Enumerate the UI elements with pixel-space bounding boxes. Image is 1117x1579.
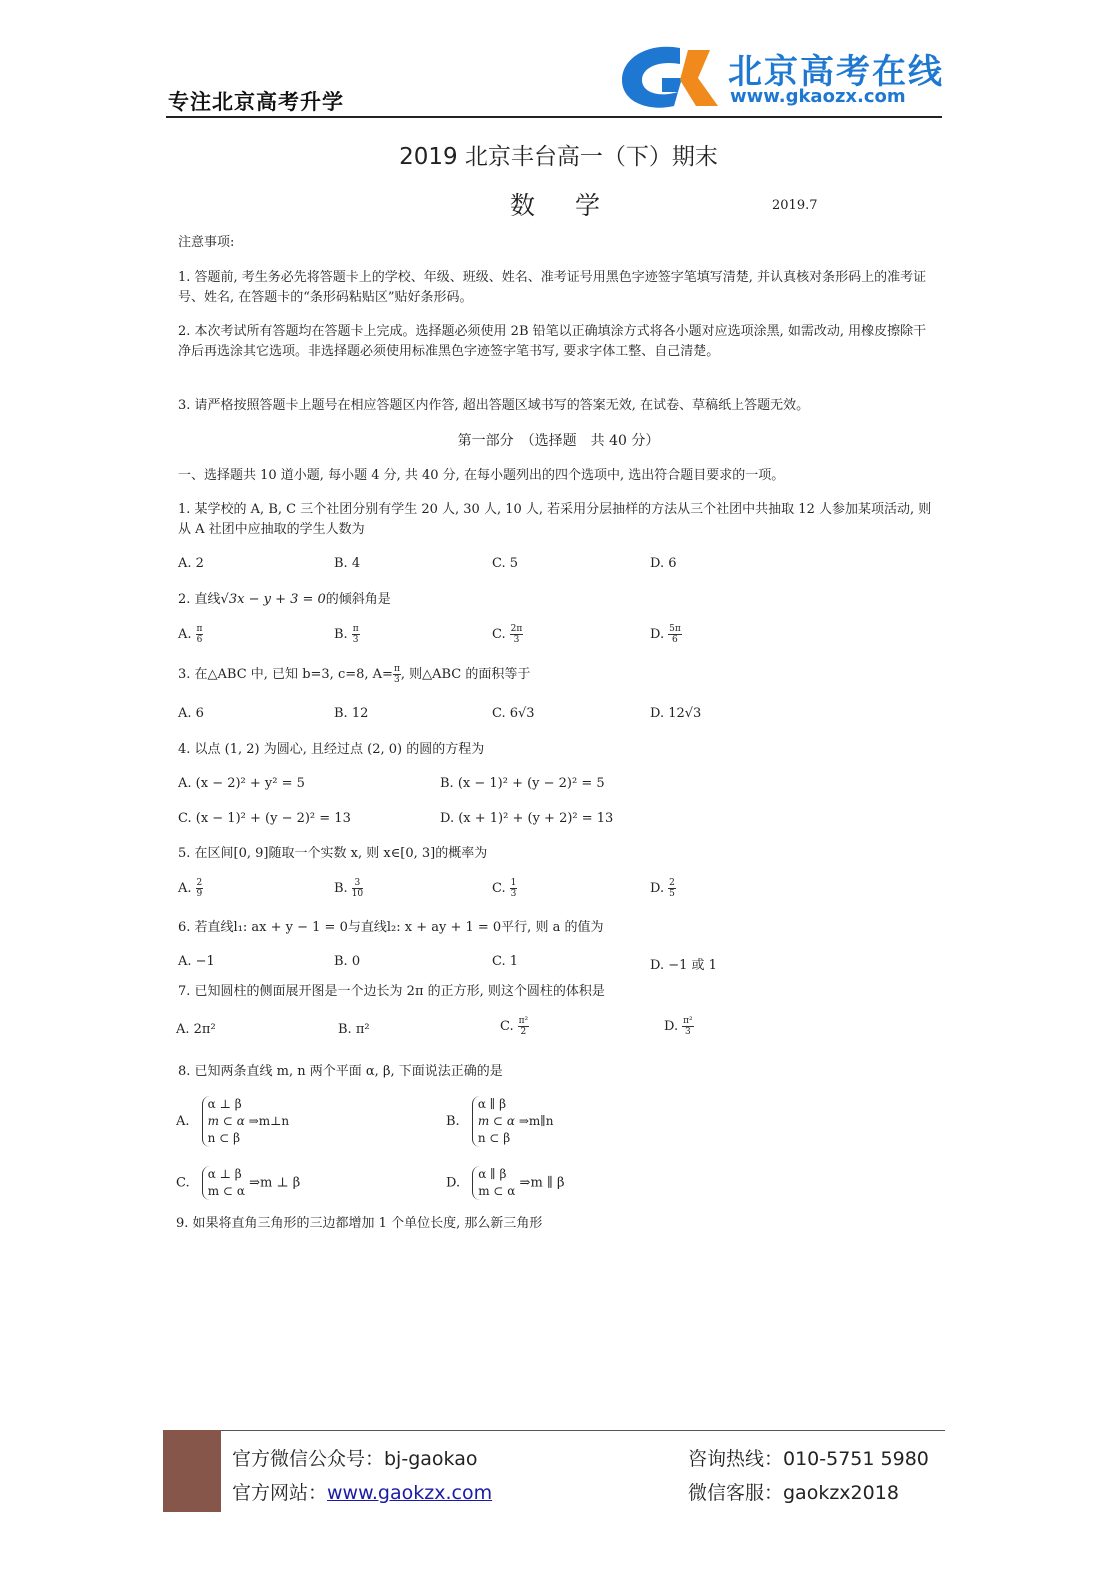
q2-option-a <box>178 624 203 645</box>
q3-angle-num: π <box>393 664 400 674</box>
q6-option-b: B. 0 <box>334 954 361 969</box>
q6-option-d: D. −1 或 1 <box>650 958 717 973</box>
logo-gk-icon <box>618 40 728 114</box>
question-5-stem: 5. 在区间[0, 9]随取一个实数 x, 则 x∈[0, 3]的概率为 <box>178 846 488 861</box>
q3-option-d: D. 12√3 <box>650 706 702 721</box>
q8-c-system <box>202 1166 245 1200</box>
q7-d-label: D. <box>664 1019 679 1034</box>
q2-a-fraction <box>196 624 204 645</box>
q7-c-fraction <box>518 1016 530 1037</box>
q4-option-b: B. (x − 1)² + (y − 2)² = 5 <box>440 776 605 791</box>
q2-d-num: 5π <box>669 624 681 634</box>
header-slogan: 专注北京高考升学 <box>168 90 344 114</box>
q1-option-d: D. 6 <box>650 556 677 571</box>
q8-b-line1: α ∥ β <box>477 1097 507 1111</box>
q8-b-system <box>472 1096 554 1147</box>
note-item-3: 3. 请严格按照答题卡上题号在相应答题区内作答, 超出答题区域书写的答案无效, 在试卷、草稿纸上答题无效。 <box>178 398 810 413</box>
q4-option-c: C. (x − 1)² + (y − 2)² = 13 <box>178 811 351 826</box>
q8-a-system <box>202 1096 289 1147</box>
q7-c-num: π² <box>518 1016 529 1026</box>
q1-option-b: B. 4 <box>334 556 361 571</box>
q5-a-label: A. <box>178 881 192 896</box>
q6-option-c: C. 1 <box>492 954 519 969</box>
q8-b-result: ⇒m∥n <box>518 1114 554 1128</box>
q5-c-den: 3 <box>510 889 517 899</box>
q2-option-b <box>334 624 360 645</box>
question-1-stem: 1. 某学校的 A, B, C 三个社团分别有学生 20 人, 30 人, 10 人, 若采用分层抽样的方法从三个社团中共抽取 12 人参加某项活动, 则从 A 社团中应抽取的学生人数为 <box>178 502 932 537</box>
question-8-stem: 8. 已知两条直线 m, n 两个平面 α, β, 下面说法正确的是 <box>178 1064 503 1079</box>
note-item-1: 1. 答题前, 考生务必先将答题卡上的学校、年级、班级、姓名、准考证号用黑色字迹签字笔填写清楚, 并认真核对条形码上的准考证号、姓名, 在答题卡的“条形码粘贴区”贴好条形码。 <box>178 270 927 305</box>
q7-c-den: 2 <box>520 1027 527 1037</box>
q5-b-num: 3 <box>352 878 363 889</box>
q5-d-den: 5 <box>669 889 675 899</box>
q2-c-label: C. <box>492 627 506 642</box>
q2-c-fraction <box>510 624 524 645</box>
q8-c-label: C. <box>176 1175 190 1191</box>
q8-a-label: A. <box>176 1114 190 1129</box>
q5-option-a <box>178 878 203 899</box>
q7-option-c <box>500 1016 529 1037</box>
q7-c-label: C. <box>500 1019 514 1034</box>
q7-option-b: B. π² <box>338 1022 370 1037</box>
q1-option-a: A. 2 <box>178 556 204 571</box>
q2-a-label: A. <box>178 627 192 642</box>
q8-option-a <box>176 1096 289 1147</box>
footer-wechat-service: 微信客服：gaokzx2018 <box>688 1482 899 1504</box>
exam-title: 2019 北京丰台高一（下）期末 <box>399 144 718 170</box>
q8-d-result: ⇒m ∥ β <box>519 1175 565 1191</box>
q5-c-fraction <box>510 878 518 899</box>
q5-c-num: 1 <box>510 878 517 888</box>
q8-a-line1: α ⊥ β <box>207 1097 242 1111</box>
q5-a-fraction <box>196 878 204 899</box>
q2-c-num: 2π <box>510 624 523 634</box>
q8-a-result: ⇒m⊥n <box>248 1114 290 1128</box>
q5-b-fraction <box>352 878 363 899</box>
q8-option-c <box>176 1166 300 1200</box>
q5-b-label: B. <box>334 881 348 896</box>
footer-divider <box>163 1430 945 1431</box>
exam-subject: 数学 <box>510 191 641 220</box>
q2-c-den: 3 <box>513 635 520 645</box>
q8-option-d <box>446 1166 565 1200</box>
note-item-2: 2. 本次考试所有答题均在答题卡上完成。选择题必须使用 2B 铅笔以正确填涂方式将各小题对应选项涂黑, 如需改动, 用橡皮擦除干净后再选涂其它选项。非选择题必须使用标准黑色字迹签字笔书写, 要求字体工整、自己清楚。 <box>178 324 927 359</box>
exam-date: 2019.7 <box>772 198 818 213</box>
q3-option-c: C. 6√3 <box>492 706 535 721</box>
q7-d-fraction <box>682 1016 694 1037</box>
q2-option-c <box>492 624 523 645</box>
q8-option-b <box>446 1096 554 1147</box>
q5-b-den: 10 <box>351 889 364 899</box>
question-2-stem <box>178 590 938 610</box>
logo-text: 北京高考在线 <box>728 52 944 92</box>
q2-b-num: π <box>352 624 359 634</box>
q3-stem-post: , 则△ABC 的面积等于 <box>400 667 531 682</box>
question-9-stem: 9. 如果将直角三角形的三边都增加 1 个单位长度, 那么新三角形 <box>176 1216 543 1231</box>
q7-d-den: 3 <box>684 1027 691 1037</box>
q2-a-num: π <box>196 624 203 634</box>
q3-option-a: A. 6 <box>178 706 204 721</box>
q8-c-result: ⇒m ⊥ β <box>249 1175 301 1191</box>
q8-c-line1: α ⊥ β <box>207 1167 242 1181</box>
q8-a-line2: m ⊂ α ⇒m⊥n <box>207 1114 290 1128</box>
q2-b-den: 3 <box>352 635 359 645</box>
q5-d-label: D. <box>650 881 665 896</box>
q3-angle-fraction <box>393 664 401 685</box>
footer-color-block <box>163 1430 221 1512</box>
footer-website-link[interactable]: www.gaokzx.com <box>327 1482 493 1504</box>
q4-option-a: A. (x − 2)² + y² = 5 <box>178 776 305 791</box>
q5-option-c <box>492 878 517 899</box>
q2-stem-post: 的倾斜角是 <box>325 592 391 607</box>
q2-d-fraction <box>668 624 682 645</box>
q2-stem-pre: 2. 直线 <box>178 592 221 607</box>
q7-d-num: π² <box>683 1016 693 1026</box>
question-3-stem <box>178 664 938 685</box>
q7-option-a: A. 2π² <box>176 1022 216 1037</box>
q2-b-fraction <box>352 624 360 645</box>
q3-angle-den: 3 <box>394 675 400 685</box>
q5-a-den: 9 <box>196 889 203 899</box>
q8-a-line3: n ⊂ β <box>207 1131 241 1145</box>
q2-option-d <box>650 624 682 645</box>
q4-option-d: D. (x + 1)² + (y + 2)² = 13 <box>440 811 614 826</box>
q8-d-line2: m ⊂ α <box>478 1184 516 1198</box>
logo-url: www.gkaozx.com <box>730 86 906 107</box>
q8-b-label: B. <box>446 1114 460 1129</box>
section-header: 第一部分 （选择题 共 40 分） <box>457 433 660 449</box>
q8-d-system <box>472 1166 515 1200</box>
question-6-stem: 6. 若直线l₁: ax + y − 1 = 0与直线l₂: x + ay + 1 = 0平行, 则 a 的值为 <box>178 920 604 935</box>
q2-d-label: D. <box>650 627 665 642</box>
q3-stem-pre: 3. 在△ABC 中, 已知 b=3, c=8, A= <box>178 667 393 682</box>
notes-title: 注意事项: <box>178 235 235 250</box>
footer-website-label: 官方网站： <box>232 1482 328 1504</box>
footer-wechat-public: 官方微信公众号：bj-gaokao <box>232 1448 478 1470</box>
q5-a-num: 2 <box>196 878 203 888</box>
question-4-stem: 4. 以点 (1, 2) 为圆心, 且经过点 (2, 0) 的圆的方程为 <box>178 742 485 757</box>
q3-option-b: B. 12 <box>334 706 369 721</box>
footer-website <box>232 1478 492 1505</box>
q5-d-fraction <box>668 878 676 899</box>
q5-d-num: 2 <box>669 878 675 888</box>
q7-option-d <box>664 1016 694 1037</box>
q8-d-label: D. <box>446 1175 461 1191</box>
section-intro: 一、选择题共 10 道小题, 每小题 4 分, 共 40 分, 在每小题列出的四个选项中, 选出符合题目要求的一项。 <box>178 468 785 483</box>
q5-c-label: C. <box>492 881 506 896</box>
q8-b-line2: m ⊂ α ⇒m∥n <box>477 1114 554 1128</box>
q1-option-c: C. 5 <box>492 556 519 571</box>
q5-option-d <box>650 878 676 899</box>
q2-a-den: 6 <box>196 635 203 645</box>
q8-c-line2: m ⊂ α <box>207 1184 245 1198</box>
q8-b-line3: n ⊂ β <box>477 1131 511 1145</box>
q5-option-b <box>334 878 363 899</box>
q8-d-line1: α ∥ β <box>478 1167 507 1181</box>
footer-hotline: 咨询热线：010-5751 5980 <box>688 1448 929 1470</box>
q2-b-label: B. <box>334 627 348 642</box>
q6-option-a: A. −1 <box>178 954 215 969</box>
question-7-stem: 7. 已知圆柱的侧面展开图是一个边长为 2π 的正方形, 则这个圆柱的体积是 <box>178 984 605 999</box>
q2-equation: √3x − y + 3 = 0 <box>220 592 326 607</box>
q2-d-den: 6 <box>672 635 678 645</box>
header-divider <box>166 116 942 118</box>
